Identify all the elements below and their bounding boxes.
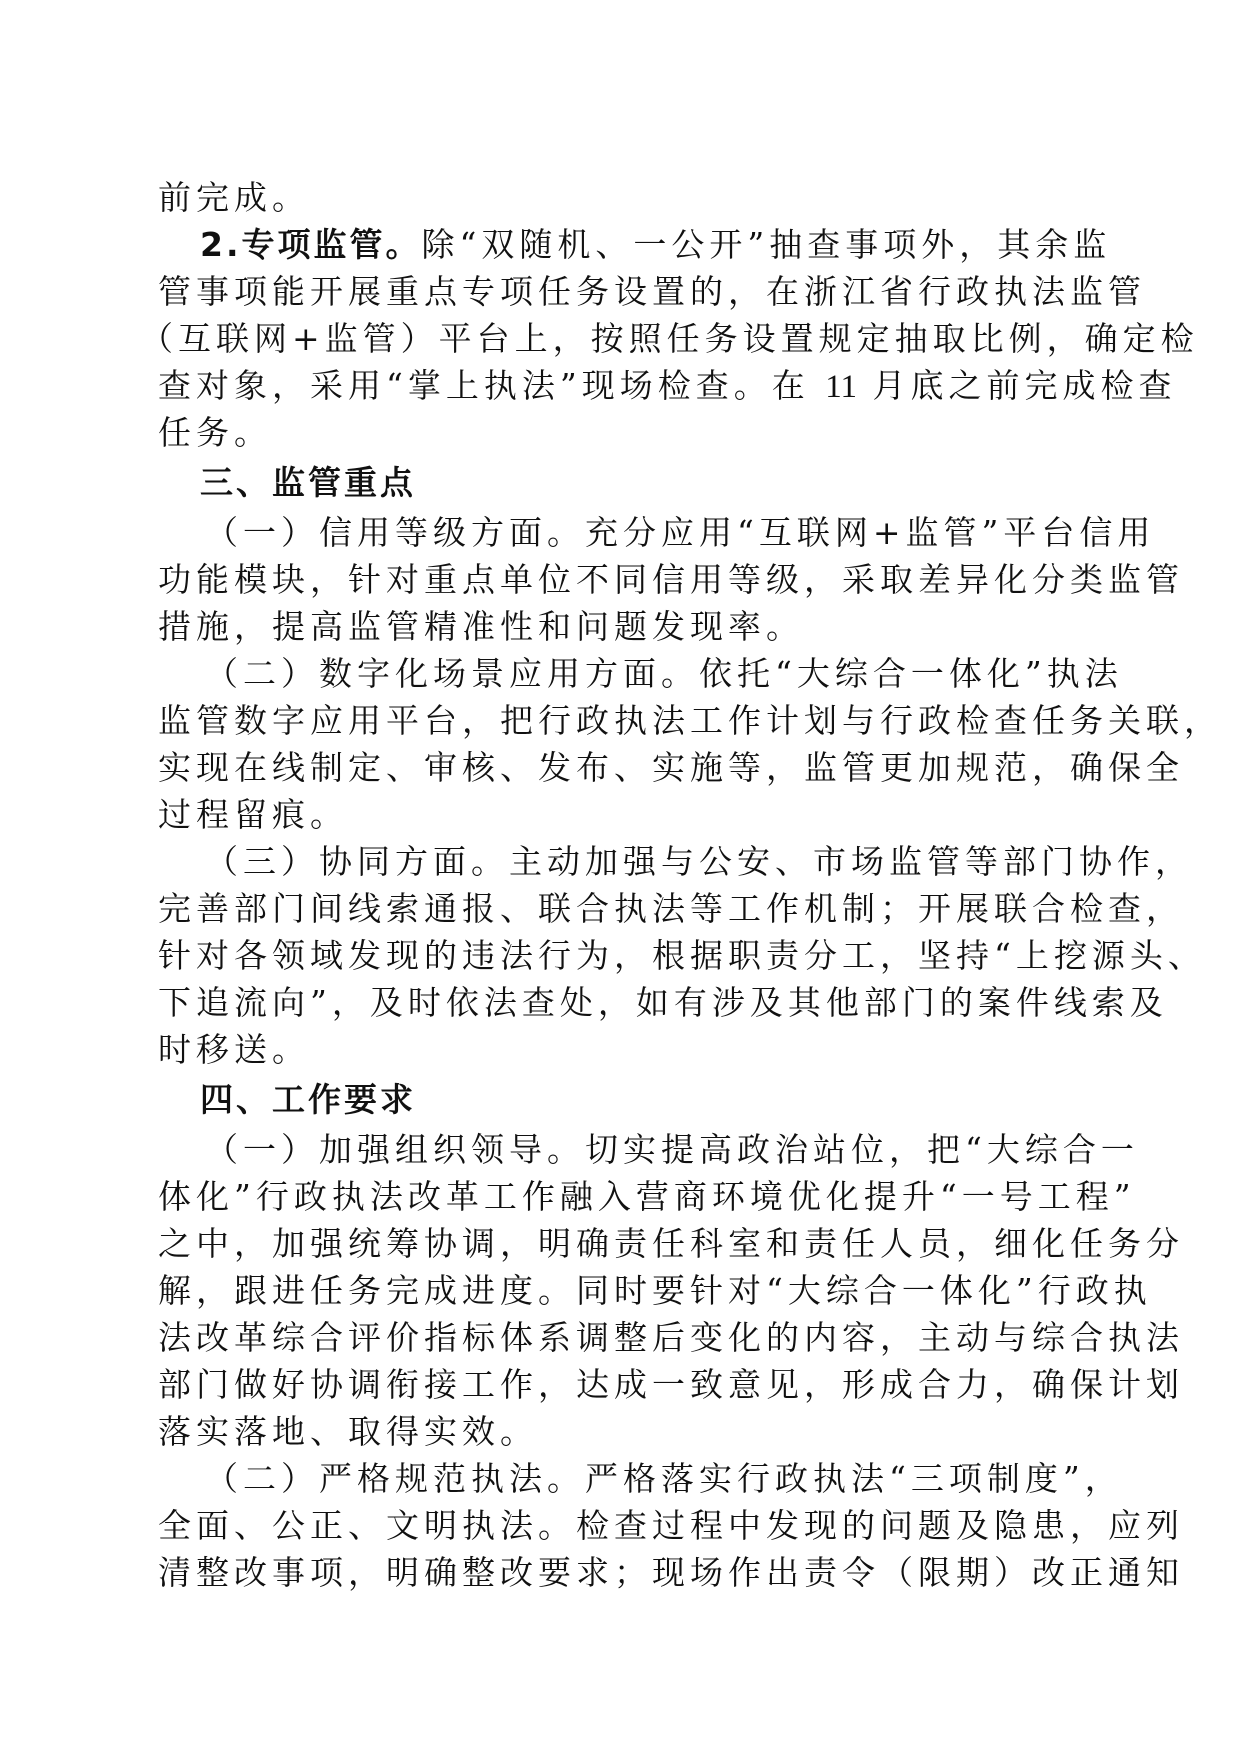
text-line: [158, 1553, 1184, 1593]
line-text: 月底之前完成检查: [872, 366, 1177, 405]
line-text: 前完成。: [158, 178, 310, 217]
text-line: [205, 842, 1193, 882]
line-text: 任务。: [158, 413, 272, 452]
text-line: [158, 1224, 1184, 1264]
text-line: [205, 654, 1123, 694]
line-text: 全面、公正、文明执法。检查过程中发现的问题及隐患，应列: [158, 1506, 1184, 1545]
line-text: 除“双随机、一公开”抽查事项外，其余监: [421, 225, 1112, 264]
text-line: [158, 366, 1177, 407]
line-text: 体化”行政执法改革工作融入营商环境优化提升“一号工程”: [158, 1177, 1136, 1216]
special-supervision-heading: 2.专项监管。: [200, 225, 422, 264]
text-line: [158, 748, 1184, 788]
text-line: [158, 272, 1146, 312]
line-text: 管事项能开展重点专项任务设置的，在浙江省行政执法监管: [158, 272, 1146, 311]
text-line: [158, 1030, 1078, 1070]
text-line: [158, 1318, 1184, 1358]
text-line: [205, 1130, 1139, 1170]
text-line: [158, 560, 1184, 600]
text-line: [158, 795, 1078, 835]
line-text: 落实落地、取得实效。: [158, 1412, 538, 1451]
line-text: 过程留痕。: [158, 795, 348, 834]
heading-text: 四、工作要求: [200, 1080, 416, 1119]
line-text: 完善部门间线索通报、联合执法等工作机制；开展联合检查，: [158, 889, 1184, 928]
paragraph-special-supervision: [200, 225, 1112, 265]
line-text: 法改革综合评价指标体系调整后变化的内容，主动与综合执法: [158, 1318, 1184, 1357]
text-line: [158, 607, 1078, 647]
line-text: （三）协同方面。主动加强与公安、市场监管等部门协作，: [205, 842, 1193, 881]
text-line: [158, 701, 1222, 741]
month-number: 11: [825, 369, 858, 405]
line-text: 下追流向”，及时依法查处，如有涉及其他部门的案件线索及: [158, 983, 1168, 1022]
text-line: [158, 1365, 1184, 1405]
line-text: （二）数字化场景应用方面。依托“大综合一体化”执法: [205, 654, 1123, 693]
line-text: 措施，提高监管精准性和问题发现率。: [158, 607, 804, 646]
text-line: [158, 1412, 1078, 1452]
line-text: （互联网+监管）平台上，按照任务设置规定抽取比例，确定检: [140, 319, 1199, 358]
heading-text: 三、监管重点: [200, 463, 416, 502]
line-text: 时移送。: [158, 1030, 310, 1069]
line-text: 针对各领域发现的违法行为，根据职责分工，坚持“上挖源头、: [158, 936, 1206, 975]
line-text: （一）加强组织领导。切实提高政治站位，把“大综合一: [205, 1130, 1139, 1169]
line-text: 清整改事项，明确整改要求；现场作出责令（限期）改正通知: [158, 1553, 1184, 1592]
line-text: （一）信用等级方面。充分应用“互联网+监管”平台信用: [205, 513, 1156, 552]
text-line: [158, 1506, 1184, 1546]
text-line: [158, 889, 1184, 929]
text-line: [158, 413, 1078, 453]
section-heading-supervision-focus: [200, 463, 1120, 503]
line-text: （二）严格规范执法。严格落实行政执法“三项制度”，: [205, 1459, 1123, 1498]
line-text: 解，跟进任务完成进度。同时要针对“大综合一体化”行政执: [158, 1271, 1152, 1310]
text-line: [158, 1271, 1152, 1311]
section-heading-work-requirements: [200, 1080, 1120, 1120]
text-line: [158, 1177, 1136, 1217]
text-line: [158, 983, 1168, 1023]
line-text: 之中，加强统筹协调，明确责任科室和责任人员，细化任务分: [158, 1224, 1184, 1263]
text-line: [158, 936, 1206, 976]
line-text: 实现在线制定、审核、发布、实施等，监管更加规范，确保全: [158, 748, 1184, 787]
text-line: [140, 319, 1199, 359]
text-line: [205, 1459, 1123, 1499]
text-line: [158, 178, 1078, 218]
line-text: 功能模块，针对重点单位不同信用等级，采取差异化分类监管: [158, 560, 1184, 599]
line-text: 部门做好协调衔接工作，达成一致意见，形成合力，确保计划: [158, 1365, 1184, 1404]
line-text: 查对象，采用“掌上执法”现场检查。在: [158, 366, 810, 405]
line-text: 监管数字应用平台，把行政执法工作计划与行政检查任务关联，: [158, 701, 1222, 740]
text-line: [205, 513, 1156, 553]
